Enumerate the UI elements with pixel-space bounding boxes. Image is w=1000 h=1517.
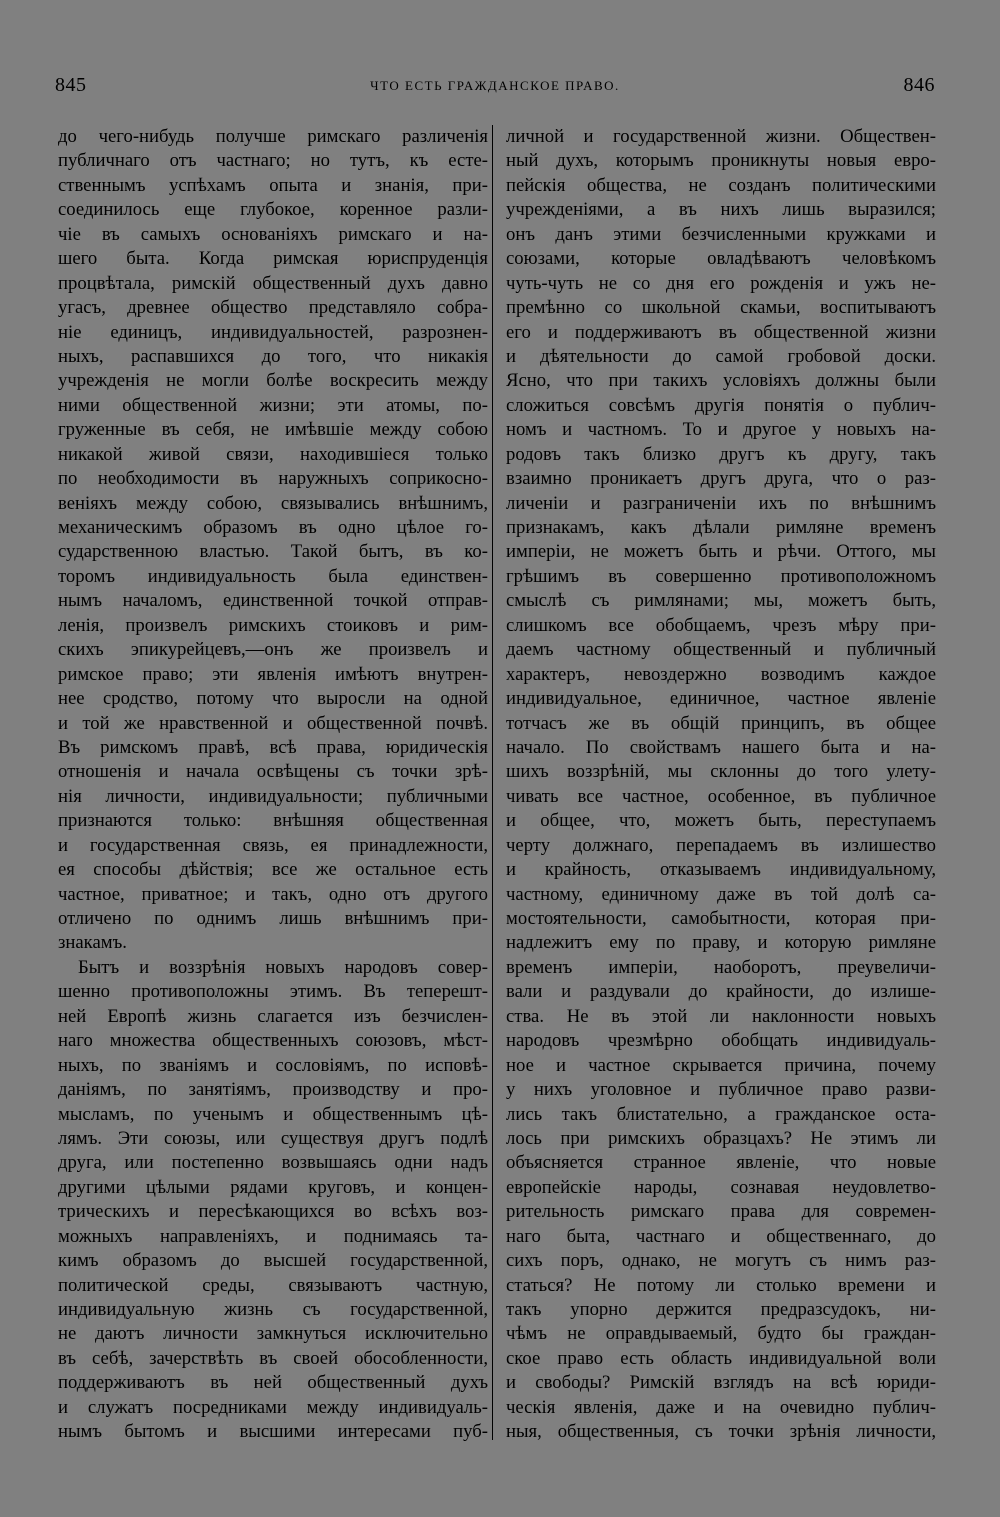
- text-line: процвѣтала, римскій общественный духъ давно: [58, 272, 488, 294]
- text-line: индивидуальную жизнь съ государственной,: [58, 1299, 488, 1320]
- text-line: ческія явленія, даже и на очевидно публич-: [506, 1396, 936, 1418]
- text-line: ственнымъ успѣхамъ опыта и знанія, при-: [58, 174, 488, 196]
- text-line: ное и частное скрывается причина, почему: [506, 1054, 936, 1076]
- text-line: ныхъ, по званіямъ и сословіямъ, по исповѣ-: [58, 1054, 488, 1076]
- text-line: вали и раздували до крайности, до излише-: [506, 981, 936, 1003]
- text-line: угасъ, древнее общество представляло собра-: [58, 297, 488, 319]
- text-line: нымъ началомъ, единственной точкой отправ-: [58, 590, 488, 612]
- text-line: отличено по однимъ лишь внѣшнимъ при-: [58, 908, 488, 929]
- text-line: Въ римскомъ правѣ, всѣ права, юридическія: [58, 736, 488, 758]
- text-line: личеніи и разграниченіи ихъ по внѣшнимъ: [506, 492, 936, 514]
- text-line: надлежитъ ему по праву, и которую римляне: [506, 932, 936, 954]
- text-line: его и поддерживаютъ въ общественной жизни: [506, 321, 936, 343]
- text-line: и крайность, отказываемъ индивидуальному,: [506, 859, 936, 881]
- text-line: никакой живой связи, находившіеся только: [58, 443, 488, 465]
- text-line: не даютъ личности замкнуться исключительно: [58, 1323, 488, 1345]
- text-line: ними общественной жизни; эти атомы, по-: [58, 394, 488, 416]
- text-line: до чего-нибудь получше римскаго различенія: [58, 126, 488, 147]
- text-line: начало. По свойствамъ нашего быта и на-: [506, 736, 936, 758]
- text-line: чуть-чуть не со дня его рожденія и ужъ не-: [506, 272, 936, 294]
- text-line: смыслѣ съ римлянами; мы, можетъ быть,: [506, 590, 936, 612]
- text-line: нее сродство, потому что выросли на одной: [58, 688, 488, 710]
- text-line: ныя, общественныя, съ точки зрѣнія личности,: [506, 1421, 936, 1443]
- text-line: ный духъ, которымъ проникнуты новыя евро-: [506, 150, 936, 172]
- page-number-right: 846: [903, 74, 935, 96]
- page-header: [55, 74, 935, 104]
- text-line: ства. Не въ этой ли наклонности новыхъ: [506, 1005, 936, 1027]
- text-line: тотчасъ же въ общій принципъ, въ общее: [506, 712, 936, 734]
- text-line: премѣнно со школьной скамьи, воспитываютъ: [506, 297, 936, 319]
- text-line: по необходимости въ наружныхъ соприкосно-: [58, 468, 488, 490]
- text-line: Бытъ и воззрѣнія новыхъ народовъ совер-: [78, 956, 488, 978]
- text-line: сложиться совсѣмъ другія понятія о публич-: [506, 394, 936, 416]
- text-line: сударственною властью. Такой бытъ, въ ко-: [58, 541, 488, 563]
- text-line: нія личности, индивидуальности; публичными: [58, 785, 488, 807]
- text-line: лись такъ блистательно, а гражданское оста-: [506, 1103, 936, 1125]
- text-line: политической среды, связываютъ частную,: [58, 1274, 488, 1296]
- text-line: и свободы? Римскій взглядъ на всѣ юриди-: [506, 1372, 936, 1394]
- left-column: [58, 125, 488, 1445]
- text-line: статься? Не потому ли столько времени и: [506, 1274, 936, 1296]
- text-line: и дѣятельности до самой гробовой доски.: [506, 345, 936, 367]
- text-line: объясняется странное явленіе, что новые: [506, 1152, 936, 1174]
- text-line: и государственная связь, ея принадлежности,: [58, 834, 488, 856]
- text-line: чѣмъ не оправдываемый, будто бы граждан-: [506, 1323, 936, 1345]
- text-line: лось при римскихъ образцахъ? Не этимъ ли: [506, 1127, 936, 1149]
- text-line: номъ и частномъ. То и другое у новыхъ на-: [506, 419, 936, 441]
- text-line: чивать все частное, особенное, въ публичное: [506, 785, 936, 807]
- text-line: личной и государственной жизни. Обществен-: [506, 126, 936, 147]
- text-line: торомъ индивидуальность была единствен-: [58, 565, 488, 587]
- text-line: поддерживаютъ въ ней общественный духъ: [58, 1372, 488, 1394]
- text-line: отношенія и начала освѣщены съ точки зрѣ-: [58, 761, 488, 783]
- text-line: взаимно проникаетъ другъ друга, что о раз-: [506, 468, 936, 490]
- text-line: въ себѣ, зачерствѣть въ своей обособленности,: [58, 1347, 488, 1369]
- text-line: родовъ такъ близко другъ къ другу, такъ: [506, 443, 936, 465]
- text-line: рительность римскаго права для современ-: [506, 1201, 936, 1223]
- text-line: веніяхъ между собою, связывались внѣшнимъ,: [58, 492, 488, 514]
- text-line: механическимъ образомъ въ одно цѣлое го-: [58, 517, 488, 538]
- text-line: ніе единицъ, индивидуальностей, разрознен-: [58, 321, 488, 343]
- text-line: римское право; эти явленія имѣютъ внутрен-: [58, 663, 488, 685]
- text-line: шенно противоположны этимъ. Въ теперешт-: [58, 981, 488, 1003]
- text-line: другими цѣлыми рядами круговъ, и концен-: [58, 1176, 488, 1198]
- text-line: и той же нравственной и общественной почвѣ.: [58, 712, 488, 734]
- text-line: кимъ образомъ до высшей государственной,: [58, 1250, 488, 1272]
- text-line: даемъ частному общественный и публичный: [506, 639, 936, 661]
- text-line: ея способы дѣйствія; все же остальное есть: [58, 859, 488, 881]
- text-line: скихъ эпикурейцевъ,—онъ же произвелъ и: [58, 639, 488, 661]
- text-line: частному, единичному даже въ той долѣ са-: [506, 883, 936, 905]
- text-line: лямъ. Эти союзы, или существуя другъ подлѣ: [58, 1127, 488, 1149]
- text-line: мысламъ, по ученымъ и общественнымъ цѣ-: [58, 1103, 488, 1125]
- right-column: [506, 125, 936, 1445]
- text-line: ней Европѣ жизнь слагается изъ безчислен-: [58, 1005, 488, 1027]
- text-line: друга, или постепенно возвышаясь одни надъ: [58, 1152, 488, 1174]
- text-line: ныхъ, распавшихся до того, что никакія: [58, 345, 488, 367]
- text-line: шего быта. Когда римская юриспруденція: [58, 248, 488, 270]
- text-line: соединилось еще глубокое, коренное разли-: [58, 199, 488, 221]
- text-line: пейскія общества, не созданъ политическими: [506, 174, 936, 196]
- text-line: Ясно, что при такихъ условіяхъ должны были: [506, 370, 936, 392]
- text-line: грѣшимъ въ совершенно противоположномъ: [506, 565, 936, 587]
- text-line: европейскіе народы, сознавая неудовлетво-: [506, 1176, 936, 1198]
- text-line: и служатъ посредниками между индивидуаль-: [58, 1396, 488, 1418]
- text-line: онъ данъ этими безчисленными кружками и: [506, 223, 936, 245]
- text-line: такъ упорно держится предразсудокъ, ни-: [506, 1299, 936, 1320]
- running-title: ЧТО ЕСТЬ ГРАЖДАНСКОЕ ПРАВО.: [370, 78, 620, 93]
- text-line: имперіи, не можетъ быть и рѣчи. Оттого, мы: [506, 541, 936, 563]
- text-line: мостоятельности, самобытности, которая при-: [506, 908, 936, 929]
- text-line: признакамъ, какъ дѣлали римляне временъ: [506, 517, 936, 538]
- text-line: публичнаго отъ частнаго; но тутъ, къ есте-: [58, 150, 488, 172]
- text-line: можныхъ направленіяхъ, и поднимаясь та-: [58, 1225, 488, 1247]
- text-line: учрежденія не могли болѣе воскресить между: [58, 370, 488, 392]
- text-line: народовъ чрезмѣрно обобщать индивидуаль-: [506, 1030, 936, 1052]
- text-line: ское право есть область индивидуальной воли: [506, 1347, 936, 1369]
- text-line: черту должнаго, перепадаемъ въ излишество: [506, 834, 936, 856]
- text-line: сихъ поръ, однако, не могутъ съ нимъ раз-: [506, 1250, 936, 1272]
- text-line: индивидуальное, единичное, частное явленіе: [506, 688, 936, 710]
- text-line: частное, приватное; и такъ, одно отъ другого: [58, 883, 488, 905]
- text-line: наго быта, частнаго и общественнаго, до: [506, 1225, 936, 1247]
- text-line: признаются только: внѣшняя общественная: [58, 810, 488, 832]
- text-line: груженные въ себя, не имѣвшіе между собою: [58, 419, 488, 441]
- text-line: и общее, что, можетъ быть, переступаемъ: [506, 810, 936, 832]
- text-line: у нихъ уголовное и публичное право разви-: [506, 1079, 936, 1101]
- text-line: наго множества общественныхъ союзовъ, мѣст-: [58, 1030, 488, 1052]
- column-divider: [492, 125, 493, 1440]
- text-line: чіе въ самыхъ основаніяхъ римскаго и на-: [58, 223, 488, 245]
- text-line: шихъ воззрѣній, мы склонны до того улету-: [506, 761, 936, 783]
- text-line: характеръ, невоздержно возводимъ каждое: [506, 663, 936, 685]
- text-line: даніямъ, по занятіямъ, производству и про-: [58, 1079, 488, 1101]
- page-number-left: 845: [55, 74, 87, 96]
- text-line: ленія, произвелъ римскихъ стоиковъ и рим-: [58, 614, 488, 636]
- text-line: союзами, которые овладѣваютъ человѣкомъ: [506, 248, 936, 270]
- text-line: слишкомъ все обобщаемъ, чрезъ мѣру при-: [506, 614, 936, 636]
- text-line: нымъ бытомъ и высшими интересами пуб-: [58, 1421, 488, 1443]
- text-line: временъ имперіи, наоборотъ, преувеличи-: [506, 956, 936, 978]
- text-line: знакамъ.: [58, 932, 127, 954]
- text-line: учрежденіями, а въ нихъ лишь выразился;: [506, 199, 936, 221]
- text-line: трическихъ и пересѣкающихся во всѣхъ воз-: [58, 1201, 488, 1223]
